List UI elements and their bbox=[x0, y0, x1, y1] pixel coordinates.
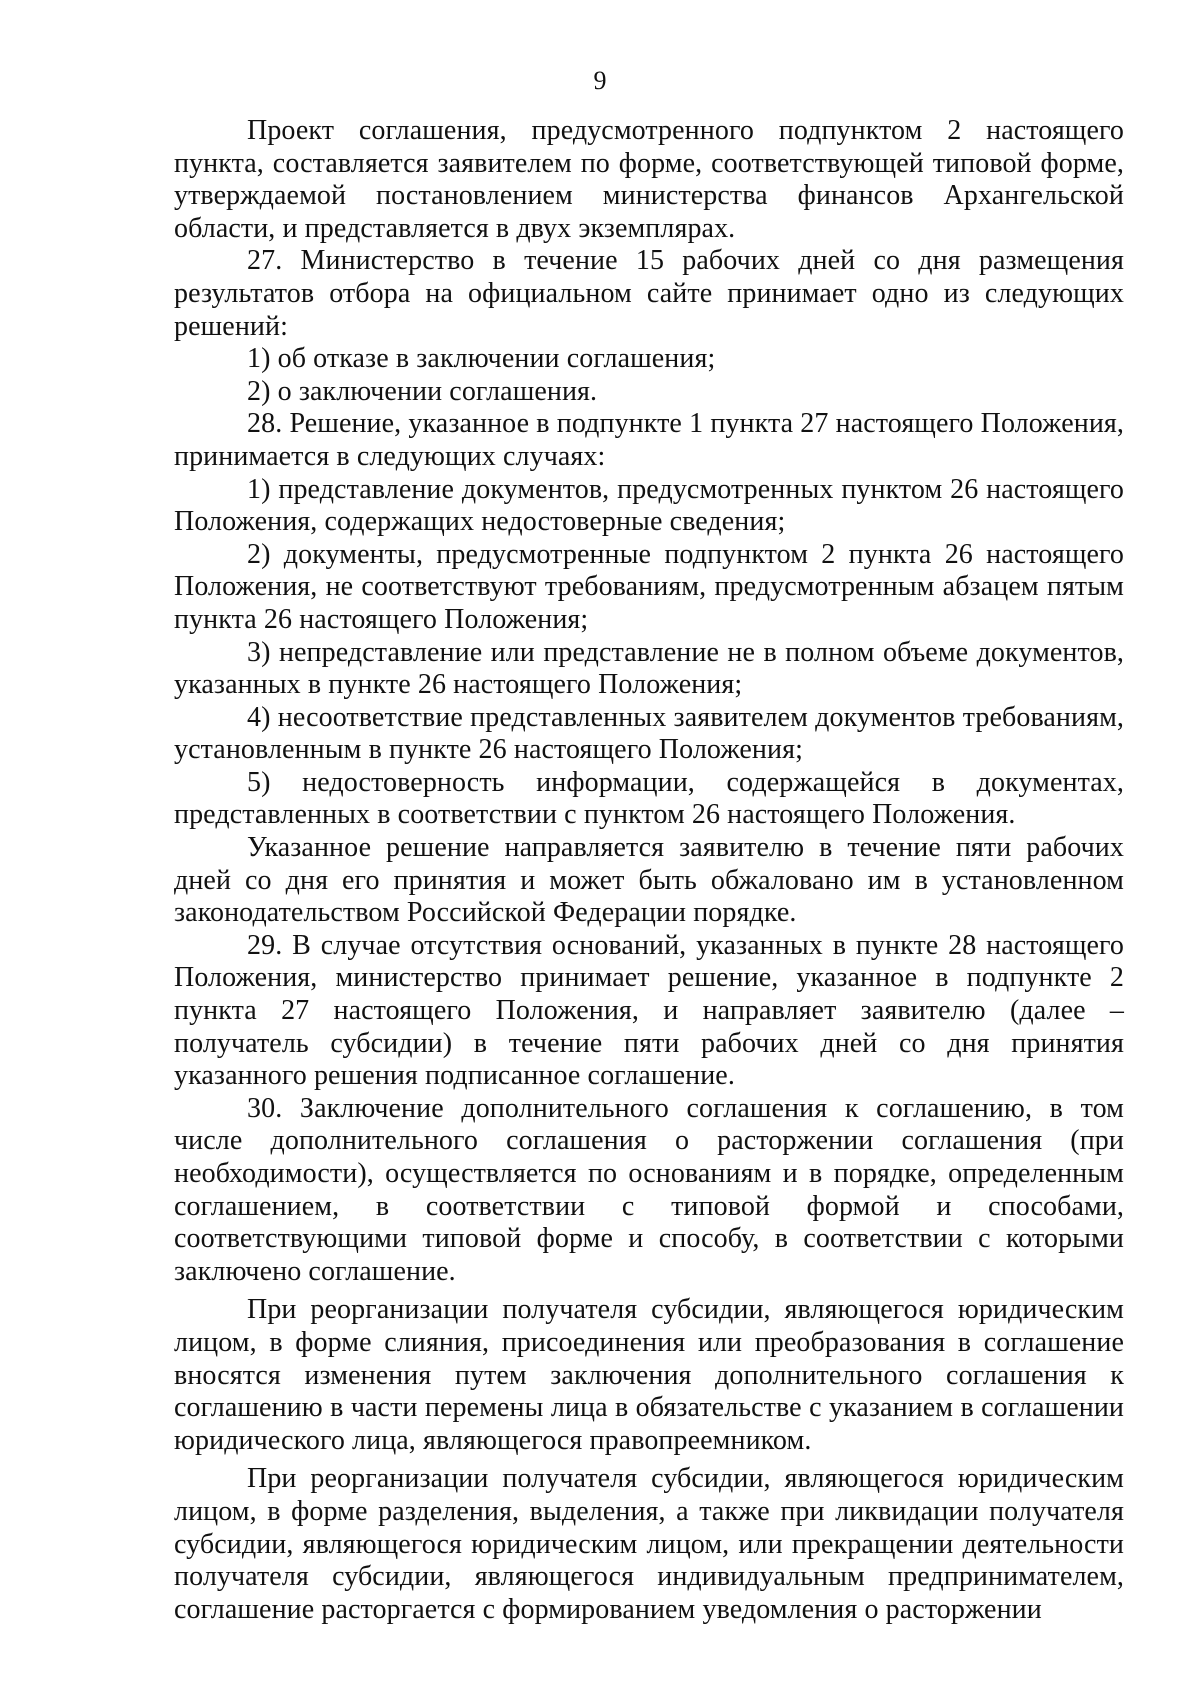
list-item-refusal: 1) об отказе в заключении соглашения; bbox=[247, 343, 716, 375]
list-item-conclusion: 2) о заключении соглашения. bbox=[247, 375, 598, 407]
list-item-case-1: 1) представление документов, предусмотренных пунктом 26 настоящего Положения, содержащих недостоверные сведения; bbox=[174, 473, 1124, 538]
paragraph-clause-30: 30. Заключение дополнительного соглашения к соглашению, в том числе дополнительного соглашения о расторжении соглашения (при необходимости), осуществляется по основаниям и в порядке, определенным соглашением, в соответствии с типовой формой и способами, соответствующими типовой форме и способу, в соответствии с которыми заключено соглашение. bbox=[174, 1092, 1124, 1287]
paragraph-draft-agreement: Проект соглашения, предусмотренного подпунктом 2 настоящего пункта, составляется заявителем по форме, соответствующей типовой форме, утверждаемой постановлением министерства финансов Архангельской области, и представляется в двух экземплярах. bbox=[174, 115, 1124, 244]
paragraph-clause-27: 27. Министерство в течение 15 рабочих дней со дня размещения результатов отбора на официальном сайте принимает одно из следующих решений: bbox=[174, 245, 1124, 342]
paragraph-clause-28: 28. Решение, указанное в подпункте 1 пункта 27 настоящего Положения, принимается в следующих случаях: bbox=[174, 408, 1124, 472]
paragraph-decision-notice: Указанное решение направляется заявителю в течение пяти рабочих дней со дня его принятия и может быть обжаловано им в установленном законодательством Российской Федерации порядке. bbox=[174, 832, 1124, 929]
paragraph-reorganization-merger: При реорганизации получателя субсидии, являющегося юридическим лицом, в форме слияния, присоединения или преобразования в соглашение вносятся изменения путем заключения дополнительного соглашения к соглашению в части перемены лица в обязательстве с указанием в соглашении юридического лица, являющегося правопреемником. bbox=[174, 1294, 1124, 1456]
page-number: 9 bbox=[593, 66, 607, 95]
paragraph-clause-29: 29. В случае отсутствия оснований, указанных в пункте 28 настоящего Положения, министерство принимает решение, указанное в подпункте 2 пункта 27 настоящего Положения, и направляет заявителю (далее – получатель субсидии) в течение пяти рабочих дней со дня принятия указанного решения подписанное соглашение. bbox=[174, 929, 1124, 1092]
list-item-case-3: 3) непредставление или представление не в полном объеме документов, указанных в пункте 26 настоящего Положения; bbox=[174, 636, 1124, 701]
document-body bbox=[174, 115, 1124, 1626]
list-item-case-4: 4) несоответствие представленных заявителем документов требованиям, установленным в пункте 26 настоящего Положения; bbox=[174, 701, 1124, 766]
paragraph-reorganization-division: При реорганизации получателя субсидии, являющегося юридическим лицом, в форме разделения, выделения, а также при ликвидации получателя субсидии, являющегося юридическим лицом, или прекращении деятельности получателя субсидии, являющегося индивидуальным предпринимателем, соглашение расторгается с формированием уведомления о расторжении bbox=[174, 1463, 1124, 1625]
list-item-case-2: 2) документы, предусмотренные подпунктом 2 пункта 26 настоящего Положения, не соответствуют требованиям, предусмотренным абзацем пятым пункта 26 настоящего Положения; bbox=[174, 538, 1124, 635]
list-item-case-5: 5) недостоверность информации, содержащейся в документах, представленных в соответствии с пунктом 26 настоящего Положения. bbox=[174, 766, 1124, 831]
